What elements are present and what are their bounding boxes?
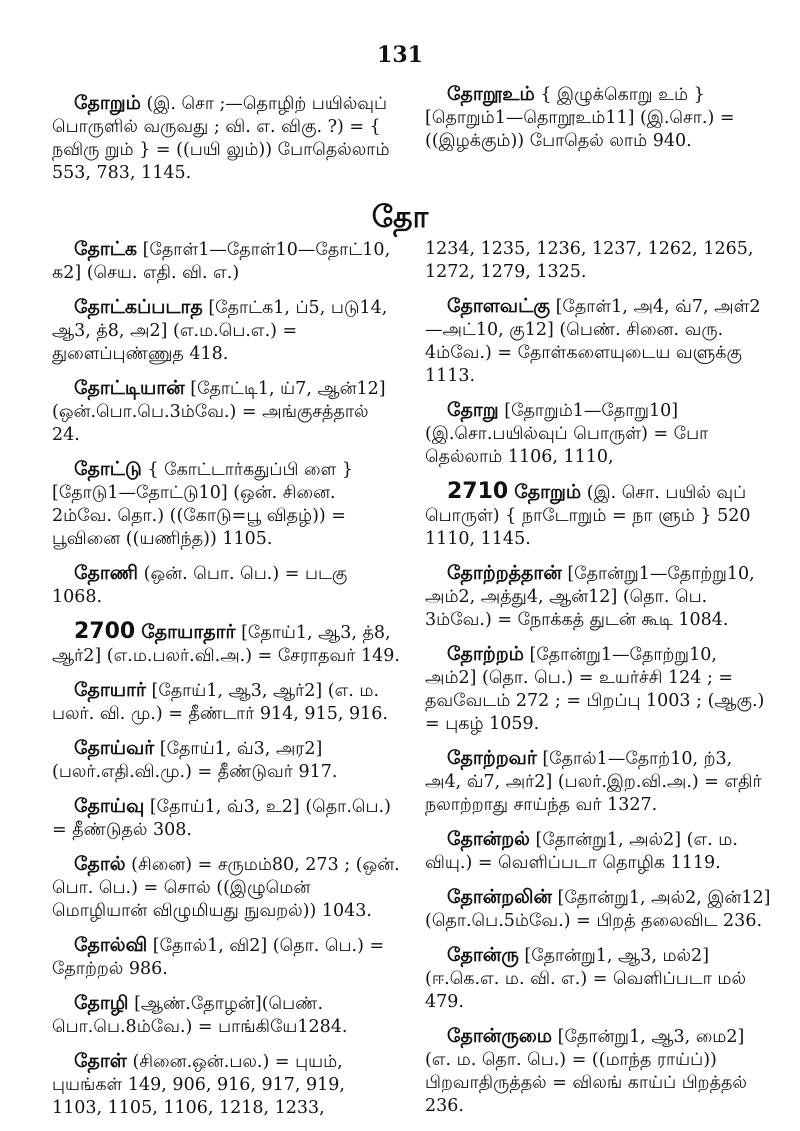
entry-definition: { இழுக்கொறு உம் } [தொறும்1—தொறூஉம்11] (இ.சொ.) = ((இழக்கும்)) போதெல் லாம் 940. <box>425 85 735 151</box>
top-left-column <box>52 92 400 196</box>
entry-headword: தோன்றலின் <box>447 886 552 908</box>
dictionary-entry <box>52 795 400 842</box>
entry-definition: [தோல்1—தோற்10, ற்3, அ4, வ்7, அர்2] (பலர்.இற.வி.அ.) = எதிர் நலாற்றாது சாய்ந்த வர் 1327. <box>425 749 762 815</box>
entry-definition: [தோறும்1—தோறு10] (இ.சொ.பயில்வுப் பொருள்) = போ தெல்லாம் 1106, 1110, <box>425 401 709 467</box>
dictionary-entry <box>52 992 400 1039</box>
dictionary-entry <box>425 399 773 469</box>
entry-headword: தோன்ருமை <box>447 1025 553 1047</box>
entry-headword: தோறு <box>447 399 499 421</box>
dictionary-entry <box>52 853 400 923</box>
entry-headword: தோன்ரு <box>447 944 519 966</box>
entry-definition: [தோன்று1, அல்2] (எ. ம. வியு.) = வெளிப்படா தொழிக 1119. <box>425 830 738 873</box>
entry-headword: தோல்வி <box>74 934 148 956</box>
left-column <box>52 238 400 1131</box>
entry-definition: [தோட்க1, ப்5, படு14, ஆ3, த்8, அ2] (எ.ம.பெ.எ.) = துளைப்புண்ணுத 418. <box>52 298 388 364</box>
dictionary-entry <box>425 83 773 153</box>
dictionary-entry <box>52 377 400 447</box>
dictionary-entry <box>52 92 400 185</box>
entry-headword: தோள் <box>74 1050 127 1072</box>
entry-headword: தோய்வர் <box>74 737 155 759</box>
entry-definition: (சினை) = சருமம்80, 273 ; (ஒன். பொ. பெ.) = சொல் ((இழுமென் மொழியான் விழுமியது நுவறல்)) 1043. <box>52 855 400 921</box>
entry-headword: தோற்றம் <box>447 643 524 665</box>
entry-definition: [தோன்று1—தோற்று10, அம்2, அத்து4, ஆன்12] (தொ. பெ. 3ம்வே.) = நோக்கத் துடன் கூடி 1084. <box>425 564 755 630</box>
dictionary-entry <box>52 679 400 726</box>
dictionary-entry <box>425 828 773 875</box>
entry-definition: [தோய்1, வ்3, அர2] (பலர்.எதி.வி.மு.) = தீண்டுவர் 917. <box>52 739 338 782</box>
entry-headword: தோறும் <box>74 92 141 114</box>
dictionary-entry <box>425 643 773 736</box>
entry-definition: [தோன்று1, அல்2, இன்12] (தொ.பெ.5ம்வே.) = பிறத் தலைவிட 236. <box>425 888 771 931</box>
dictionary-entry <box>425 238 773 284</box>
entry-definition: [தோட்டி1, ய்7, ஆன்12] (ஒன்.பொ.பெ.3ம்வே.) = அங்குசத்தால் 24. <box>52 379 386 445</box>
dictionary-entry <box>52 1050 400 1120</box>
dictionary-entry <box>425 295 773 388</box>
page-number: 131 <box>377 42 423 68</box>
entry-definition: [தோய்1, வ்3, உ2] (தொ.பெ.) = தீண்டுதல் 308. <box>52 797 391 840</box>
entry-number: 2700 <box>74 619 136 644</box>
dictionary-entry <box>425 562 773 632</box>
entry-definition: [தோள்1, அ4, வ்7, அள்2—அட்10, கு12] (பெண். சினை. வரு. 4ம்வே.) = தோள்களையுடைய வளுக்கு 1113. <box>425 297 761 386</box>
entry-headword: தோறூஉம் <box>447 83 535 105</box>
entry-number: 2710 <box>447 479 509 504</box>
dictionary-entry <box>52 737 400 784</box>
entry-definition: [தோன்று1, ஆ3, மை2] (எ. ம. தொ. பெ.) = ((மாந்த ராய்ப்)) பிறவாதிருத்தல் = விலங் காய்ப் பிறத்தல் 236. <box>425 1027 747 1116</box>
top-right-column <box>425 83 773 164</box>
entry-definition: [தோன்று1—தோற்று10, அம்2] (தொ. பெ.) = உயர்ச்சி 124 ; = தவவேடம் 272 ; = பிறப்பு 1003 ; (ஆகு.) = புகழ் 1059. <box>425 645 765 734</box>
entry-headword: தோறும் <box>514 481 582 503</box>
dictionary-entry <box>425 1025 773 1118</box>
dictionary-entry <box>425 944 773 1014</box>
dictionary-entry <box>425 480 773 551</box>
entry-headword: தோற்றத்தான் <box>447 562 562 584</box>
entry-headword: தோட்கப்படாத <box>74 296 203 318</box>
entry-headword: தோட்டியான் <box>74 377 185 399</box>
entry-definition: [ஆண்.தோழன்](பெண். பொ.பெ.8ம்வே.) = பாங்கியே1284. <box>52 994 348 1037</box>
entry-headword: தோளவட்கு <box>447 295 551 317</box>
entry-headword: தோயார் <box>74 679 146 701</box>
entry-definition: [தோள்1—தோள்10—தோட்10, க2] (செய. எதி. வி. எ.) <box>52 240 391 283</box>
right-column <box>425 238 773 1129</box>
entry-definition: 1234, 1235, 1236, 1237, 1262, 1265, 1272, 1279, 1325. <box>425 239 754 282</box>
dictionary-entry <box>52 296 400 366</box>
section-heading: தோ <box>371 200 429 235</box>
dictionary-entry <box>52 562 400 609</box>
entry-headword: தோயாதார் <box>141 621 236 643</box>
entry-definition: { கோட்டார்கதுப்பி ளை } [தோடு1—தோட்டு10] (ஒன். சினை. 2ம்வே. தொ.) ((கோடு=பூ விதழ்)) = பூவினை ((யணிந்த)) 1105. <box>52 460 354 549</box>
dictionary-entry <box>52 458 400 551</box>
entry-definition: [தோன்று1, ஆ3, மல்2] (ஈ.கெ.எ. ம. வி. எ.) = வெளிப்படா மல் 479. <box>425 946 746 1012</box>
entry-definition: (சினை.ஒன்.பல.) = புயம், புயங்கள் 149, 906, 916, 917, 919, 1103, 1105, 1106, 1218, 1233, <box>52 1052 345 1118</box>
entry-headword: தோணி <box>74 562 139 584</box>
entry-headword: தோட்டு <box>74 458 142 480</box>
entry-headword: தோன்றல் <box>447 828 530 850</box>
entry-headword: தோழி <box>74 992 129 1014</box>
entry-definition: (இ. சொ ;—தொழிற் பயில்வுப் பொருளில் வருவது ; வி. எ. விகு. ?) = { நவிரு றும் } = ((பயி லும்)) போதெல்லாம் 553, 783, 1145. <box>52 94 390 183</box>
dictionary-entry <box>52 238 400 285</box>
entry-headword: தோல் <box>74 853 126 875</box>
entry-headword: தோட்க <box>74 238 138 260</box>
entry-definition: [தோய்1, ஆ3, ஆர்2] (எ. ம. பலர். வி. மு.) = தீண்டார் 914, 915, 916. <box>52 681 388 724</box>
entry-headword: தோய்வு <box>74 795 145 817</box>
entry-headword: தோற்றவர் <box>447 747 537 769</box>
dictionary-entry <box>425 747 773 817</box>
dictionary-entry <box>425 886 773 933</box>
dictionary-entry <box>52 620 400 668</box>
entry-definition: [தோய்1, ஆ3, த்8, ஆர்2] (எ.ம.பலர்.வி.அ.) = சேராதவர் 149. <box>52 623 400 666</box>
entry-definition: (இ. சொ. பயில் வுப் பொருள்) { நாடோறும் = நா ளும் } 520 1110, 1145. <box>425 483 751 549</box>
entry-definition: [தோல்1, வி2] (தொ. பெ.) = தோற்றல் 986. <box>52 936 385 979</box>
dictionary-entry <box>52 934 400 981</box>
entry-definition: (ஒன். பொ. பெ.) = படகு 1068. <box>52 564 348 607</box>
